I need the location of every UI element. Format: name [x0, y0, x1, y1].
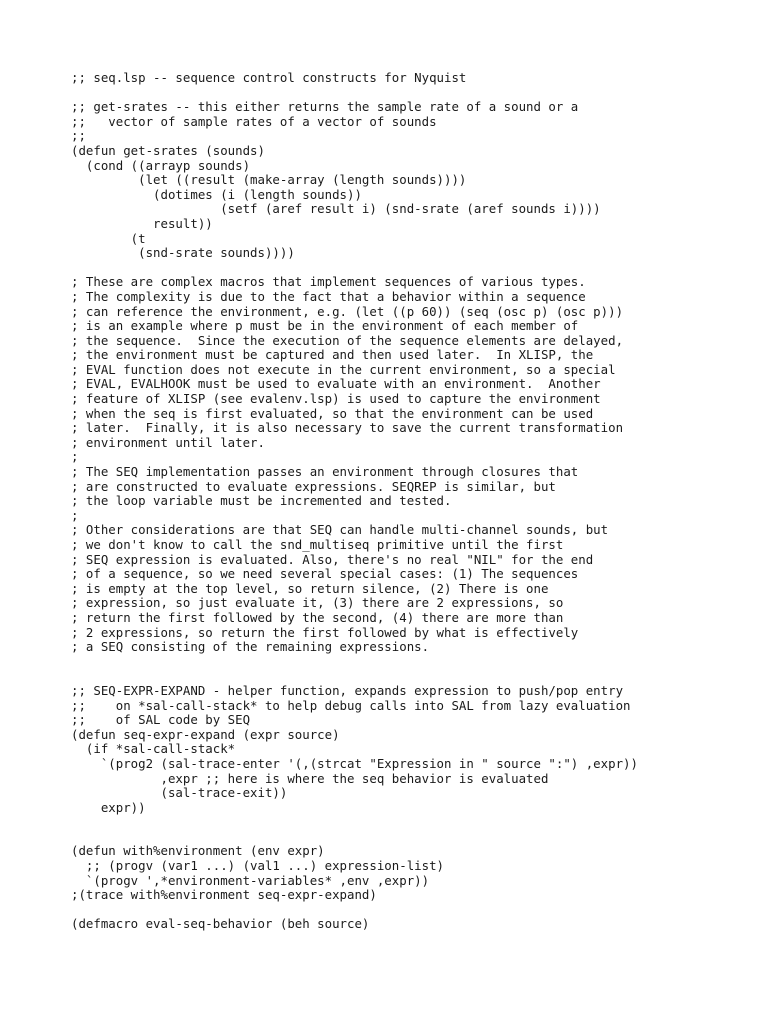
code-line: ; a SEQ consisting of the remaining expressions. — [71, 639, 430, 655]
code-line: ; the environment must be captured and then used later. In XLISP, the — [71, 347, 594, 363]
code-line — [71, 830, 761, 845]
code-line: ; 2 expressions, so return the first followed by what is effectively — [71, 624, 579, 640]
code-line: ; can reference the environment, e.g. (let ((p 60)) (seq (osc p) (osc p))) — [71, 303, 624, 319]
code-line: ,expr ;; here is where the seq behavior is evaluated — [71, 770, 549, 786]
code-line: ;; vector of sample rates of a vector of sounds — [71, 113, 437, 129]
code-line: ; of a sequence, so we need several special cases: (1) The sequences — [71, 566, 579, 582]
code-line: ;; (progv (var1 ...) (val1 ...) expression-list) — [71, 858, 444, 874]
code-line — [71, 261, 761, 276]
code-line: ; — [71, 449, 79, 465]
code-line: `(progv ',*environment-variables* ,env ,expr)) — [71, 872, 430, 888]
code-line: ; These are complex macros that implement sequences of various types. — [71, 274, 586, 290]
code-line: (sal-trace-exit)) — [71, 785, 288, 801]
code-line: (dotimes (i (length sounds)) — [71, 186, 362, 202]
code-line: expr)) — [71, 799, 146, 815]
code-line: ;; on *sal-call-stack* to help debug calls into SAL from lazy evaluation — [71, 697, 631, 713]
code-line: ; Other considerations are that SEQ can handle multi-channel sounds, but — [71, 522, 609, 538]
code-line: (setf (aref result i) (snd-srate (aref sounds i)))) — [71, 201, 601, 217]
code-line: (let ((result (make-array (length sounds)))) — [71, 172, 467, 188]
code-line: ;; SEQ-EXPR-EXPAND - helper function, expands expression to push/pop entry — [71, 682, 624, 698]
code-line: (defun get-srates (sounds) — [71, 142, 265, 158]
code-line: ;; get-srates -- this either returns the sample rate of a sound or a — [71, 99, 579, 115]
code-line: ; the sequence. Since the execution of the sequence elements are delayed, — [71, 332, 624, 348]
code-line: (defun with%environment (env expr) — [71, 843, 325, 859]
code-line: ; The complexity is due to the fact that a behavior within a sequence — [71, 288, 586, 304]
code-line — [71, 655, 761, 670]
code-line — [71, 86, 761, 101]
code-line: (defun seq-expr-expand (expr source) — [71, 726, 340, 742]
code-line: ; SEQ expression is evaluated. Also, there's no real "NIL" for the end — [71, 551, 594, 567]
code-line: ; EVAL, EVALHOOK must be used to evaluate with an environment. Another — [71, 376, 601, 392]
code-line: ; is empty at the top level, so return silence, (2) There is one — [71, 580, 549, 596]
code-line — [71, 669, 761, 684]
code-line: ; we don't know to call the snd_multiseq primitive until the first — [71, 537, 564, 552]
code-line: ; is an example where p must be in the environment of each member of — [71, 318, 579, 334]
code-line: ;; — [71, 128, 86, 144]
code-line: (snd-srate sounds)))) — [71, 245, 295, 261]
code-line: ; EVAL function does not execute in the current environment, so a special — [71, 361, 616, 377]
code-line: result)) — [71, 215, 213, 231]
code-line: (defmacro eval-seq-behavior (beh source) — [71, 916, 370, 932]
code-line: ; — [71, 507, 79, 523]
code-line: (t — [71, 230, 146, 246]
code-line: ; are constructed to evaluate expressions. SEQREP is similar, but — [71, 478, 556, 494]
code-line: ;; seq.lsp -- sequence control constructs for Nyquist — [71, 70, 467, 85]
code-line: (if *sal-call-stack* — [71, 741, 236, 757]
code-line: ; The SEQ implementation passes an environment through closures that — [71, 464, 579, 480]
code-line: `(prog2 (sal-trace-enter '(,(strcat "Expression in " source ":") ,expr)) — [71, 755, 638, 771]
code-line: ; return the first followed by the second, (4) there are more than — [71, 609, 564, 625]
code-line: ; environment until later. — [71, 434, 265, 450]
code-line: ; later. Finally, it is also necessary to save the current transformation — [71, 420, 624, 436]
code-line: ; feature of XLISP (see evalenv.lsp) is used to capture the environment — [71, 391, 601, 407]
code-line: ; expression, so just evaluate it, (3) there are 2 expressions, so — [71, 595, 564, 611]
code-line: ; the loop variable must be incremented and tested. — [71, 493, 452, 509]
code-line: ;; of SAL code by SEQ — [71, 712, 251, 728]
code-line — [71, 815, 761, 830]
document-page — [71, 71, 761, 932]
code-line: ;(trace with%environment seq-expr-expand) — [71, 887, 377, 903]
code-line: ; when the seq is first evaluated, so that the environment can be used — [71, 405, 594, 421]
code-line: (cond ((arrayp sounds) — [71, 157, 251, 173]
code-line — [71, 903, 761, 918]
